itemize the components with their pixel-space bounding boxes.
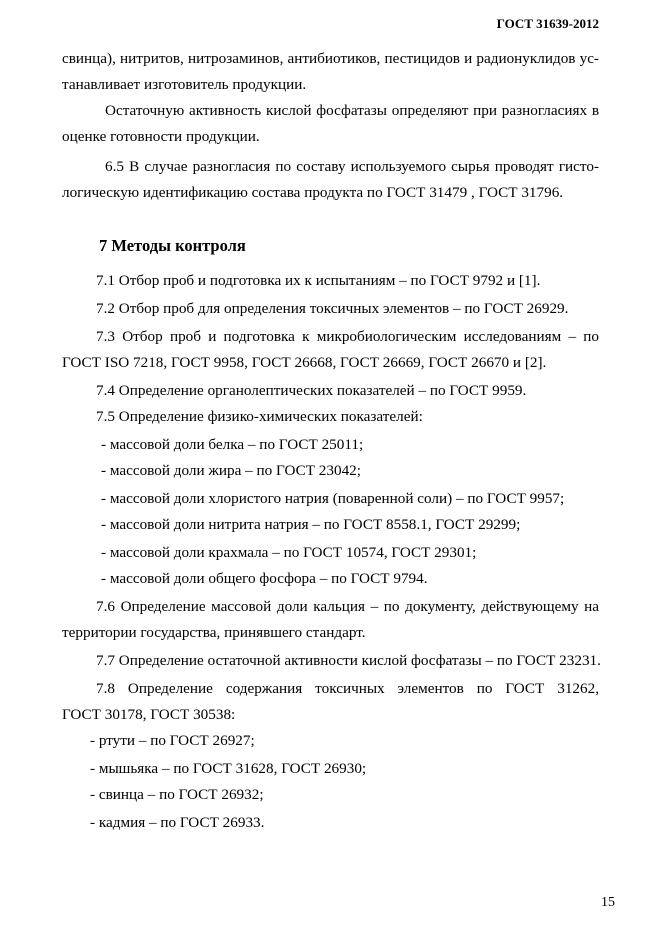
text-line: 7.2 Отбор проб для определения токсичных элементов – по ГОСТ 26929.: [96, 300, 569, 317]
text-line: оценке готовности продукции.: [62, 128, 260, 145]
text-line: Остаточную активность кислой фосфатазы определяют при разногласиях в: [105, 102, 599, 119]
text-line: 7.1 Отбор проб и подготовка их к испытаниям – по ГОСТ 9792 и [1].: [96, 272, 541, 289]
text-line: танавливает изготовитель продукции.: [62, 76, 307, 93]
list-item: - ртути – по ГОСТ 26927;: [90, 732, 255, 749]
text-line: 7.7 Определение остаточной активности кислой фосфатазы – по ГОСТ 23231.: [96, 652, 601, 669]
section-heading: 7 Методы контроля: [99, 236, 246, 255]
page-number: 15: [601, 895, 615, 910]
list-item: - массовой доли крахмала – по ГОСТ 10574, ГОСТ 29301;: [101, 544, 477, 561]
document-code-header: ГОСТ 31639-2012: [496, 16, 599, 31]
list-item: - массовой доли хлористого натрия (поваренной соли) – по ГОСТ 9957;: [101, 490, 565, 507]
text-line: логическую идентификацию состава продукта по ГОСТ 31479 , ГОСТ 31796.: [62, 184, 564, 201]
list-item: - свинца – по ГОСТ 26932;: [90, 786, 264, 803]
text-line: 7.6 Определение массовой доли кальция – по документу, действующему на: [96, 598, 599, 615]
list-item: - массовой доли нитрита натрия – по ГОСТ 8558.1, ГОСТ 29299;: [101, 516, 521, 533]
text-line: ГОСТ 30178, ГОСТ 30538:: [62, 706, 236, 723]
text-line: ГОСТ ISO 7218, ГОСТ 9958, ГОСТ 26668, ГОСТ 26669, ГОСТ 26670 и [2].: [62, 354, 547, 371]
text-line: 6.5 В случае разногласия по составу используемого сырья проводят гисто-: [105, 158, 599, 175]
text-line: 7.5 Определение физико-химических показателей:: [96, 408, 423, 425]
list-item: - кадмия – по ГОСТ 26933.: [90, 814, 265, 831]
text-line: 7.4 Определение органолептических показателей – по ГОСТ 9959.: [96, 382, 527, 399]
text-line: территории государства, принявшего стандарт.: [62, 624, 366, 641]
list-item: - мышьяка – по ГОСТ 31628, ГОСТ 26930;: [90, 760, 367, 777]
list-item: - массовой доли жира – по ГОСТ 23042;: [101, 462, 361, 479]
text-line: 7.3 Отбор проб и подготовка к микробиологическим исследованиям – по: [96, 328, 599, 345]
text-line: 7.8 Определение содержания токсичных элементов по ГОСТ 31262,: [96, 680, 599, 697]
text-line: свинца), нитритов, нитрозаминов, антибиотиков, пестицидов и радионуклидов ус-: [62, 50, 599, 67]
list-item: - массовой доли белка – по ГОСТ 25011;: [101, 436, 364, 453]
list-item: - массовой доли общего фосфора – по ГОСТ 9794.: [101, 570, 428, 587]
